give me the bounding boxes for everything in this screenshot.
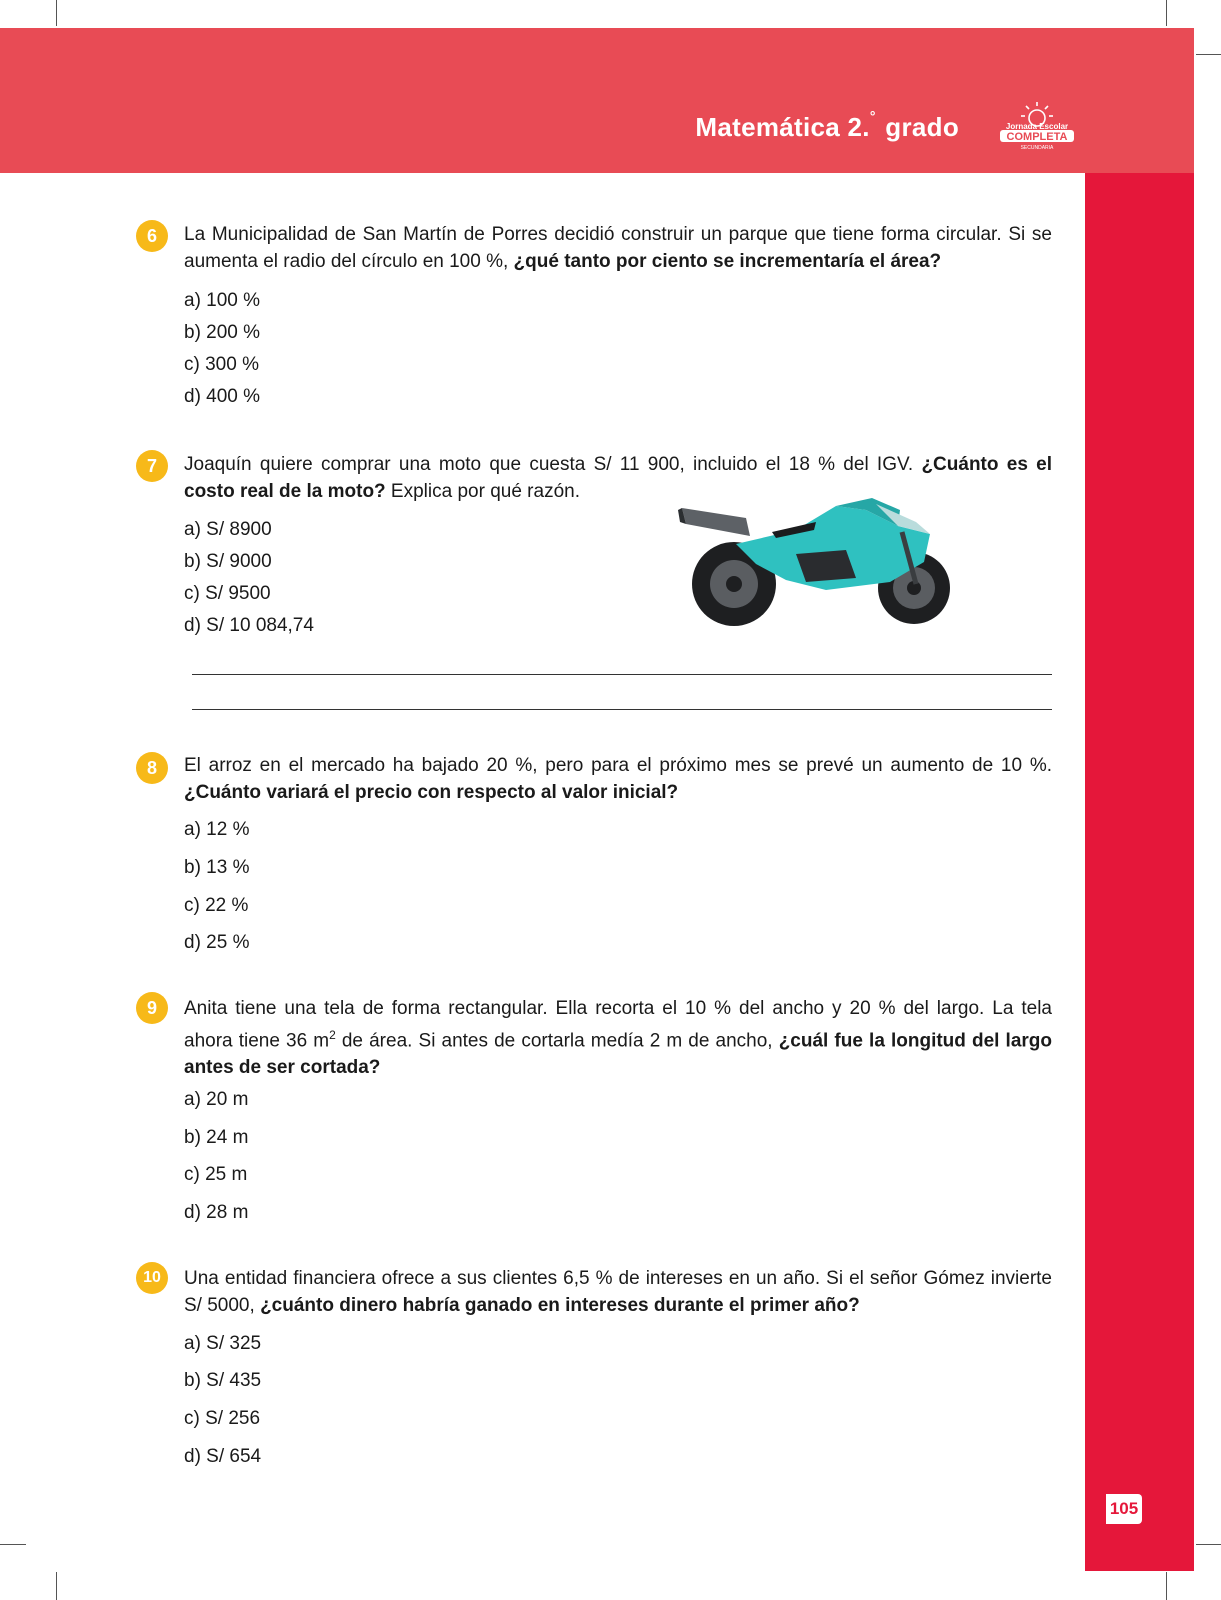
option: c) S/ 256 [184,1408,261,1429]
page-number: 105 [1106,1494,1142,1524]
question-text: La Municipalidad de San Martín de Porres decidió construir un parque que tiene forma circular. Si se aumenta el radio del círculo en 100 %, [184,224,1052,272]
question-number-badge: 6 [136,220,168,252]
question-number-badge: 7 [136,450,168,482]
header-title-degree: ° [869,108,876,124]
question-text: Una entidad financiera ofrece a sus clientes 6,5 % de intereses en un año. Si el señor Gómez invierte S/ 5000, [184,1268,1052,1316]
crop-mark [1166,0,1167,26]
header-title [695,108,959,143]
option: c) 22 % [184,895,249,916]
superscript: 2 [329,1028,336,1042]
option: d) S/ 10 084,74 [184,615,314,636]
logo-line1: Jornada Escolar [1005,122,1069,131]
question-8-text [184,752,1052,806]
red-sidebar [1085,173,1194,1571]
motorcycle-image [676,492,966,630]
crop-mark [1196,1544,1221,1545]
answer-line[interactable] [192,709,1052,710]
option: a) 100 % [184,290,261,311]
question-6-text [184,221,1052,275]
option: b) S/ 9000 [184,551,272,572]
crop-mark [1196,54,1221,55]
logo-line2: COMPLETA [1006,131,1068,143]
option: a) 12 % [184,819,250,840]
option: a) S/ 325 [184,1333,262,1354]
question-text: Joaquín quiere comprar una moto que cuesta S/ 11 900, incluido el 18 % del IGV. [184,454,922,475]
question-text: El arroz en el mercado ha bajado 20 %, pero para el próximo mes se prevé un aumento de 10 %. [184,755,1052,776]
question-text-mid: de área. Si antes de cortarla medía 2 m de ancho, [335,1030,779,1052]
jornada-completa-logo [996,96,1078,156]
header-title-end: grado [877,112,959,142]
question-text: Anita tiene una tela de forma rectangular. Ella recorta el 10 % del ancho y 20 % del largo. La tela ahora tiene 36 m [184,998,1052,1052]
option: c) 25 m [184,1164,248,1185]
question-bold: ¿cuánto dinero habría ganado en intereses durante el primer año? [260,1295,860,1316]
option: d) 400 % [184,386,261,407]
question-number-badge: 8 [136,752,168,784]
question-text-after: Explica por qué razón. [385,481,580,502]
option: d) S/ 654 [184,1446,262,1467]
option: a) S/ 8900 [184,519,272,540]
question-bold: ¿qué tanto por ciento se incrementaría el área? [513,251,942,272]
question-number-badge: 9 [136,992,168,1024]
question-bold: ¿Cuánto variará el precio con respecto al valor inicial? [184,782,679,803]
answer-line[interactable] [192,674,1052,675]
question-10-text [184,1265,1052,1319]
option: d) 28 m [184,1202,249,1223]
header-title-main: Matemática 2. [695,112,870,142]
question-number-badge: 10 [136,1262,168,1294]
option: d) 25 % [184,932,250,953]
option: b) 24 m [184,1127,249,1148]
crop-mark [56,1572,57,1600]
question-9-text [184,995,1052,1081]
option: b) 13 % [184,857,250,878]
crop-mark [0,1544,26,1545]
logo-line3: SECUNDARIA [1020,145,1054,151]
option: c) S/ 9500 [184,583,271,604]
option: c) 300 % [184,354,259,375]
option: b) S/ 435 [184,1370,262,1391]
question-bold: ¿Cuánto es el costo real de la moto? [184,454,1052,502]
crop-mark [56,0,57,26]
question-bold: ¿cuál fue la longitud del largo antes de ser cortada? [184,1030,1053,1079]
crop-mark [1166,1572,1167,1600]
option: b) 200 % [184,322,261,343]
option: a) 20 m [184,1089,249,1110]
